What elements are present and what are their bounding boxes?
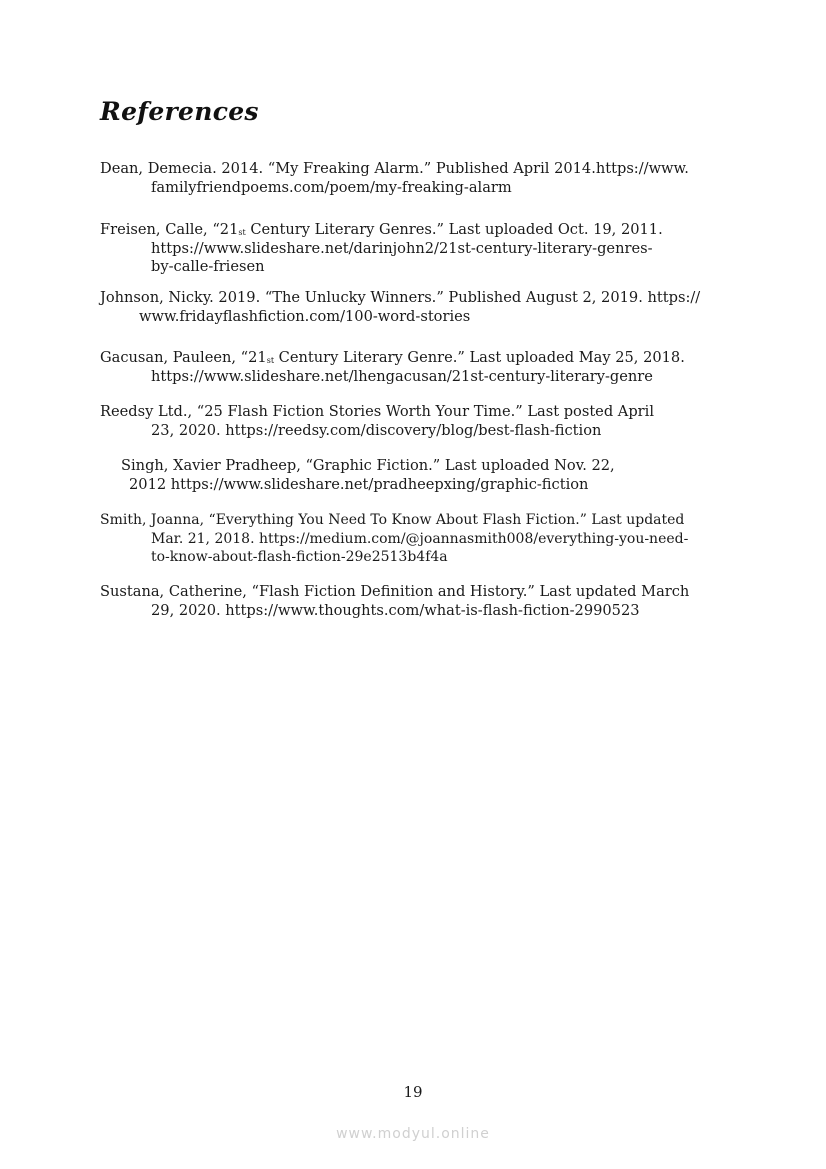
reference-gacusan <box>100 349 740 386</box>
reference-line: Freisen, Calle, “$21_{st}$ Century Literary Genres.” Last uploaded Oct. 19, 2011. <box>100 221 663 238</box>
reference-freisen <box>100 221 740 277</box>
reference-line: Smith, Joanna, “Everything You Need To Know About Flash Fiction.” Last updated <box>100 512 685 528</box>
reference-line: familyfriendpoems.com/poem/my-freaking-alarm <box>151 178 512 196</box>
reference-line: https://www.slideshare.net/darinjohn2/21st-century-literary-genres- <box>151 239 653 257</box>
reference-line: Sustana, Catherine, “Flash Fiction Definition and History.” Last updated March <box>100 583 690 600</box>
reference-line: 29, 2020. https://www.thoughts.com/what-is-flash-fiction-2990523 <box>151 601 640 619</box>
reference-johnson <box>100 289 740 326</box>
reference-reedsy <box>100 403 740 440</box>
reference-line: Dean, Demecia. 2014. “My Freaking Alarm.” Published April 2014.https://www. <box>100 160 689 177</box>
reference-smith <box>100 511 740 567</box>
watermark: www.modyul.online <box>336 1126 490 1142</box>
reference-line: by-calle-friesen <box>151 258 265 275</box>
reference-line: to-know-about-flash-fiction-29e2513b4f4a <box>151 549 448 565</box>
reference-singh <box>121 457 761 494</box>
reference-line: Reedsy Ltd., “25 Flash Fiction Stories Worth Your Time.” Last posted April <box>100 403 654 420</box>
reference-line: Singh, Xavier Pradheep, “Graphic Fiction.” Last uploaded Nov. 22, <box>121 457 615 474</box>
reference-dean <box>100 160 740 197</box>
reference-line: www.fridayflashfiction.com/100-word-stories <box>139 307 471 325</box>
reference-line: 23, 2020. https://reedsy.com/discovery/blog/best-flash-fiction <box>151 421 602 439</box>
page-number: 19 <box>403 1083 423 1101</box>
reference-line: Mar. 21, 2018. https://medium.com/@joannasmith008/everything-you-need- <box>151 530 689 547</box>
page-title: References <box>100 97 259 126</box>
reference-line: Johnson, Nicky. 2019. “The Unlucky Winners.” Published August 2, 2019. https:// <box>100 289 701 306</box>
reference-line: 2012 https://www.slideshare.net/pradheepxing/graphic-fiction <box>129 475 589 493</box>
reference-line: Gacusan, Pauleen, “$21_{st}$ Century Literary Genre.” Last uploaded May 25, 2018. <box>100 349 685 366</box>
reference-line: https://www.slideshare.net/lhengacusan/21st-century-literary-genre <box>151 367 653 385</box>
reference-sustana <box>100 583 740 620</box>
